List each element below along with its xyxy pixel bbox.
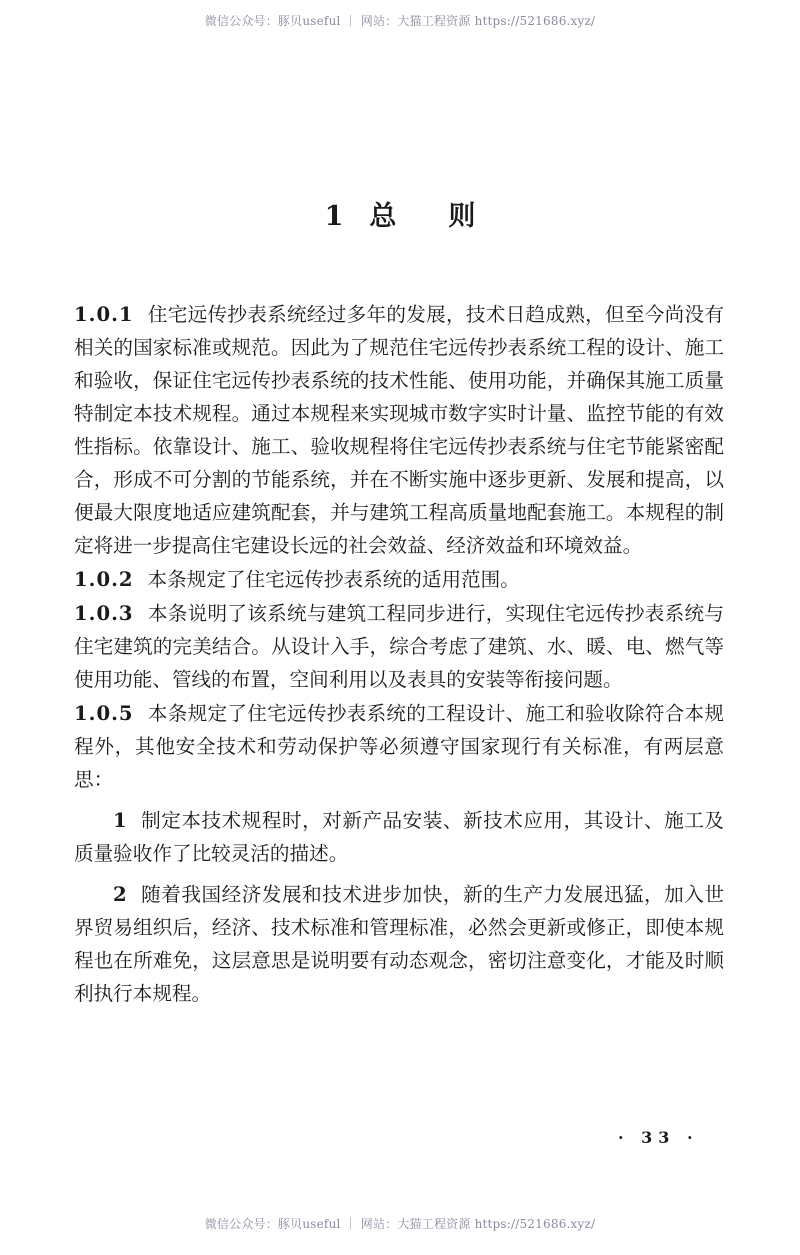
chapter-title	[0, 194, 800, 233]
clause-number: 1.0.2	[74, 568, 134, 591]
clause-1-0-2	[74, 563, 724, 596]
clause-text: 本条规定了住宅远传抄表系统的工程设计、施工和验收除符合本规程外，其他安全技术和劳动保护等必须遵守国家现行有关标准，有两层意思：	[74, 702, 724, 791]
chapter-title-part2: 则	[448, 201, 476, 232]
item-number: 1	[113, 809, 127, 832]
clause-number: 1.0.3	[74, 602, 134, 625]
list-item-2	[74, 878, 724, 1010]
item-text: 随着我国经济发展和技术进步加快，新的生产力发展迅猛，加入世界贸易组织后，经济、技术标准和管理标准，必然会更新或修正，即使本规程也在所难免，这层意思是说明要有动态观念，密切注意变化，才能及时顺利执行本规程。	[74, 883, 724, 1005]
clause-1-0-3	[74, 597, 724, 696]
item-text: 制定本技术规程时，对新产品安装、新技术应用，其设计、施工及质量验收作了比较灵活的描述。	[74, 809, 724, 865]
watermark-bottom: 微信公众号：豚贝useful ｜ 网站：大猫工程资源 https://521686.xyz/	[204, 1217, 596, 1231]
clause-1-0-5	[74, 697, 724, 796]
clause-text: 本条说明了该系统与建筑工程同步进行，实现住宅远传抄表系统与住宅建筑的完美结合。从设计入手，综合考虑了建筑、水、暖、电、燃气等使用功能、管线的布置，空间利用以及表具的安装等衔接问题。	[74, 602, 724, 691]
list-item-1	[74, 804, 724, 870]
document-body	[74, 297, 724, 1010]
page-number: · 33 ·	[618, 1128, 699, 1147]
chapter-number: 1	[324, 201, 344, 232]
chapter-title-part1: 总	[369, 201, 397, 232]
clause-number: 1.0.5	[74, 702, 134, 725]
watermark-top: 微信公众号：豚贝useful ｜ 网站：大猫工程资源 https://521686.xyz/	[204, 14, 596, 28]
clause-1-0-1	[74, 298, 724, 562]
clause-text: 住宅远传抄表系统经过多年的发展，技术日趋成熟，但至今尚没有相关的国家标准或规范。因此为了规范住宅远传抄表系统工程的设计、施工和验收，保证住宅远传抄表系统的技术性能、使用功能，并确保其施工质量特制定本技术规程。通过本规程来实现城市数字实时计量、监控节能的有效性指标。依靠设计、施工、验收规程将住宅远传抄表系统与住宅节能紧密配合，形成不可分割的节能系统，并在不断实施中逐步更新、发展和提高，以便最大限度地适应建筑配套，并与建筑工程高质量地配套施工。本规程的制定将进一步提高住宅建设长远的社会效益、经济效益和环境效益。	[74, 303, 724, 557]
clause-text: 本条规定了住宅远传抄表系统的适用范围。	[147, 568, 520, 591]
item-number: 2	[113, 883, 127, 906]
clause-number: 1.0.1	[74, 303, 134, 326]
